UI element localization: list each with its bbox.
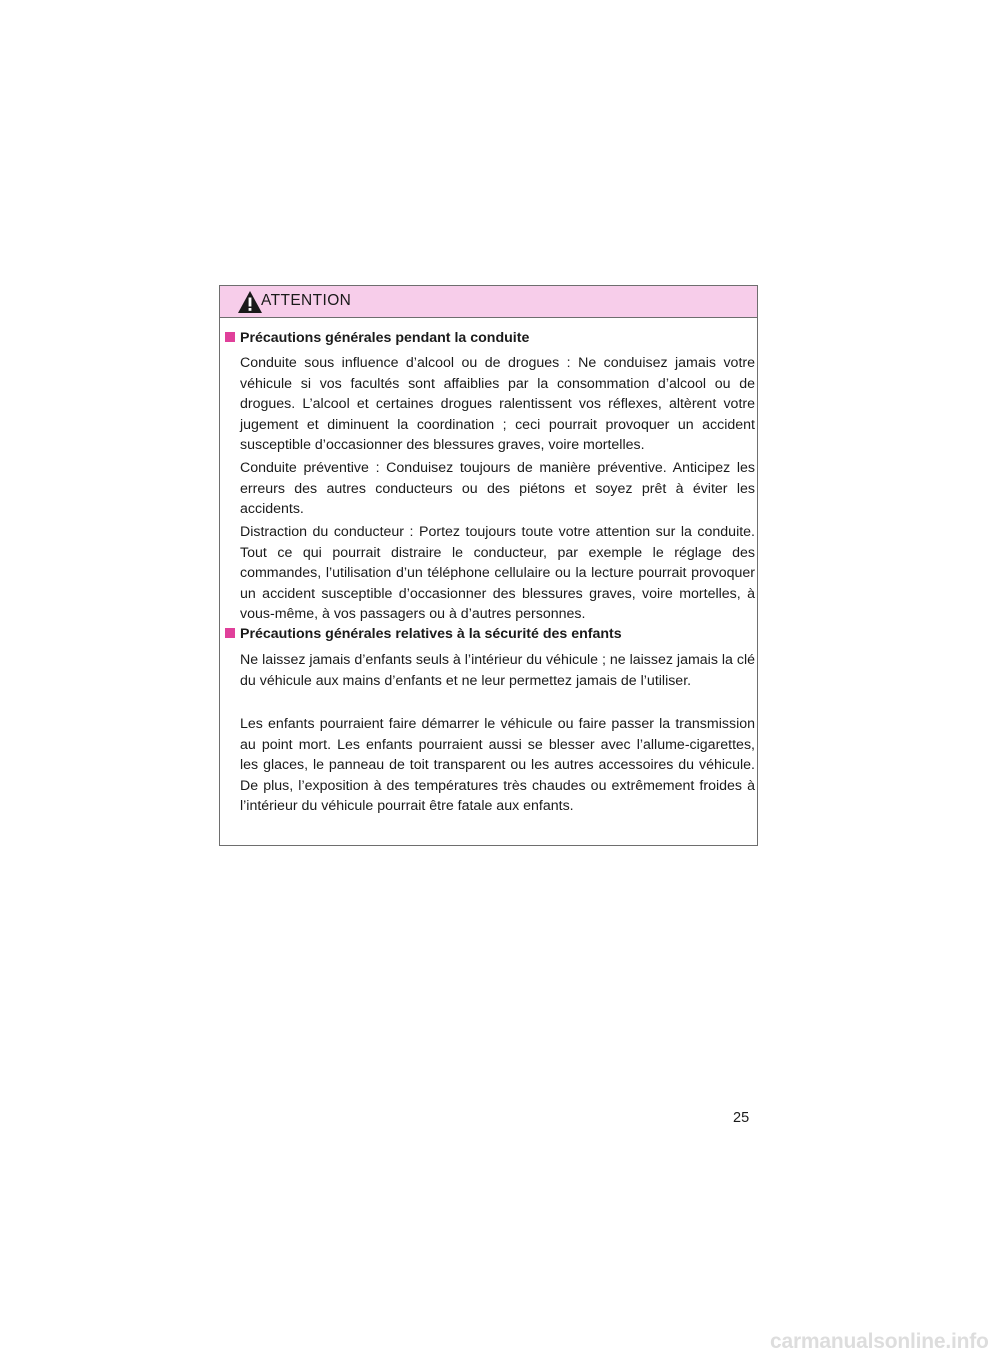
paragraph-driver-distraction: Distraction du conducteur : Portez toujours toute votre attention sur la conduite. Tout ce qui pourrait distraire le conducteur, par exemple le réglage des commandes, l’utilisation d’un téléphone cellulaire ou la lecture pourrait provoquer un accident susceptible d’occasionner des blessures graves, voire mortelles, à vous-même, à vos passagers ou à d’autres personnes. bbox=[240, 524, 755, 622]
square-bullet-icon bbox=[225, 628, 235, 638]
section-heading-children bbox=[225, 626, 622, 642]
warning-title: ATTENTION bbox=[261, 292, 352, 309]
page-number: 25 bbox=[733, 1110, 750, 1126]
warning-box bbox=[219, 285, 758, 846]
paragraph-alcohol-drugs: Conduite sous influence d’alcool ou de drogues : Ne conduisez jamais votre véhicule si vos facultés sont affaiblies par la consommation d’alcool ou de drogues. L’alcool et certaines drogues ralentissent vos réflexes, altèrent votre jugement et diminuent la coordination ; ceci pourrait provoquer un accident susceptible d’occasionner des blessures graves, voire mortelles. bbox=[240, 355, 755, 453]
warning-triangle-icon bbox=[237, 290, 263, 314]
section-heading-label: Précautions générales relatives à la sécurité des enfants bbox=[240, 626, 622, 642]
square-bullet-icon bbox=[225, 332, 235, 342]
watermark: carmanualsonline.info bbox=[770, 1330, 989, 1353]
paragraph-defensive-driving: Conduite préventive : Conduisez toujours de manière préventive. Anticipez les erreurs des autres conducteurs ou des piétons et soyez prêt à éviter les accidents. bbox=[240, 460, 755, 517]
paragraph-children-dangers: Les enfants pourraient faire démarrer le véhicule ou faire passer la transmission au point mort. Les enfants pourraient aussi se blesser avec l’allume-cigarettes, les glaces, le panneau de toit transparent ou les autres accessoires du véhicule. De plus, l’exposition à des températures très chaudes ou extrêmement froides à l’intérieur du véhicule pourrait être fatale aux enfants. bbox=[240, 716, 755, 814]
paragraph-children-alone: Ne laissez jamais d’enfants seuls à l’intérieur du véhicule ; ne laissez jamais la clé du véhicule aux mains d’enfants et ne leur permettez jamais de l’utiliser. bbox=[240, 652, 755, 689]
warning-header bbox=[220, 286, 757, 318]
section-heading-driving bbox=[225, 330, 529, 346]
section-heading-label: Précautions générales pendant la conduite bbox=[240, 330, 530, 346]
